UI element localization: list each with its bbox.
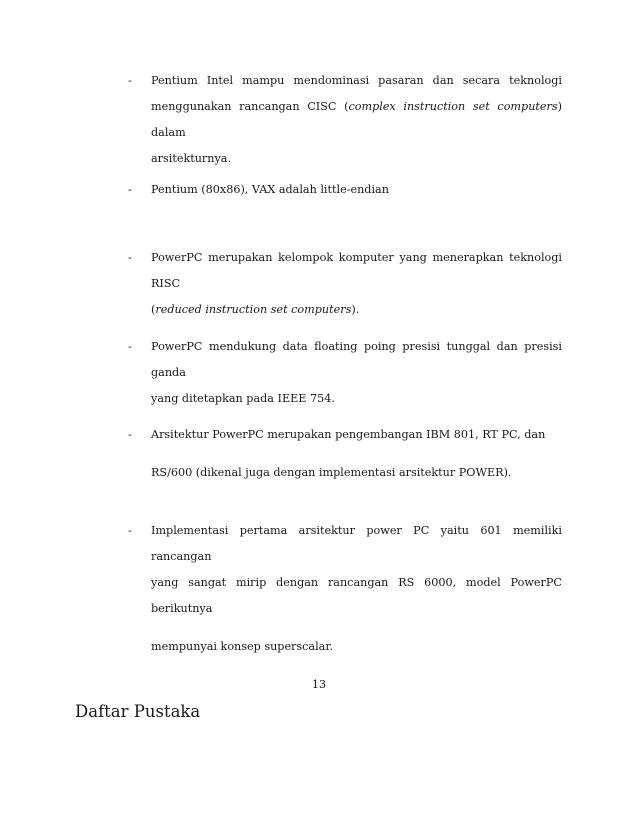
bullet-line [151, 94, 562, 146]
bullet-pentium-intel [128, 68, 562, 172]
bullet-line: RS/600 (dikenal juga dengan implementasi arsitektur POWER). [151, 466, 512, 479]
bullet-dash: - [128, 251, 132, 264]
bullet-line: PowerPC mendukung data floating poing presisi tunggal dan presisi ganda [151, 340, 562, 379]
bullet-dash: - [128, 340, 132, 353]
bullet-dash: - [128, 183, 132, 196]
bullet-text [151, 518, 562, 660]
italic-term: reduced instruction set computers [155, 303, 352, 316]
bullet-line: Arsitektur PowerPC merupakan pengembangan IBM 801, RT PC, dan [151, 428, 546, 441]
bullet-text [151, 245, 562, 323]
bullet-text [151, 68, 562, 172]
bullet-floating-point [128, 334, 562, 412]
bullet-line: Pentium (80x86), VAX adalah little-endian [151, 183, 389, 196]
text-run: menggunakan rancangan CISC ( [151, 100, 349, 113]
bullet-line: Implementasi pertama arsitektur power PC yaitu 601 memiliki rancangan [151, 524, 562, 563]
bullet-line: yang ditetapkan pada IEEE 754. [151, 392, 335, 405]
bullet-text [151, 422, 562, 486]
bullet-line: yang sangat mirip dengan rancangan RS 6000, model PowerPC berikutnya [151, 576, 562, 615]
bullet-dash: - [128, 428, 132, 441]
text-run: ( [151, 303, 156, 316]
bullet-line: Pentium Intel mampu mendominasi pasaran dan secara teknologi [151, 74, 562, 87]
bullet-dash: - [128, 524, 132, 537]
section-heading: Daftar Pustaka [75, 702, 201, 721]
bullet-powerpc-risc [128, 245, 562, 323]
italic-term: complex instruction set computers [348, 100, 558, 113]
text-run: ) dalam [151, 100, 562, 139]
bullet-line: mempunyai konsep superscalar. [151, 640, 334, 653]
text-run: ). [351, 303, 360, 316]
bullet-endian [128, 177, 562, 203]
bullet-line [151, 297, 562, 323]
bullet-dash: - [128, 74, 132, 87]
bullet-text [151, 177, 562, 203]
bullet-architecture [128, 422, 562, 486]
bullet-implementation [128, 518, 562, 660]
page-number: 13 [311, 678, 327, 691]
bullet-text [151, 334, 562, 412]
bullet-line: PowerPC merupakan kelompok komputer yang menerapkan teknologi RISC [151, 251, 562, 290]
bullet-line: arsitekturnya. [151, 152, 232, 165]
